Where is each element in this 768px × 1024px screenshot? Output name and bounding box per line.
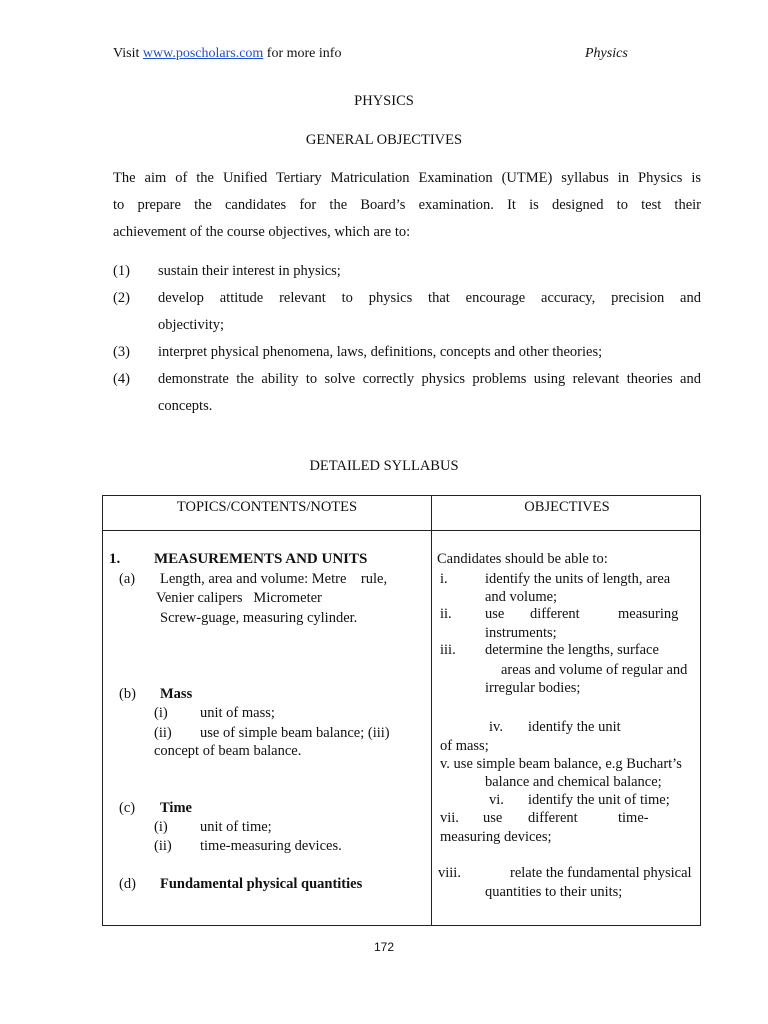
objective-number: (3) (113, 344, 130, 360)
subtopic-label: (c) (119, 800, 136, 816)
objective-num: iv. (489, 719, 503, 735)
list-text: concept of beam balance. (154, 743, 302, 759)
subtopic-label: (d) (119, 876, 136, 892)
objective-text: objectivity; (158, 317, 225, 333)
objective-line: measuring devices; (440, 829, 552, 845)
list-text: unit of time; (200, 819, 272, 835)
detailed-syllabus-heading: DETAILED SYLLABUS (309, 458, 459, 474)
objective-line: quantities to their units; (485, 884, 623, 900)
objective-word: different (530, 606, 580, 622)
topic-number: 1. (109, 551, 121, 567)
syllabus-table (102, 495, 701, 926)
page-title: PHYSICS (354, 93, 414, 109)
objective-line: relate the fundamental physical (510, 865, 692, 881)
objective-text: sustain their interest in physics; (158, 263, 341, 279)
objective-line: of mass; (440, 738, 489, 754)
objectives-cell (432, 531, 701, 926)
objective-line: irregular bodies; (485, 680, 581, 696)
header-visit-suffix: for more info (266, 46, 342, 61)
objective-num: i. (440, 571, 448, 587)
col-header-topics: TOPICS/CONTENTS/NOTES (103, 496, 432, 531)
objective-line: identify the units of length, area (485, 571, 671, 587)
objective-line: instruments; (485, 625, 557, 641)
subtopic-text: Length, area and volume: Metre rule, (160, 571, 388, 587)
objective-word: use (485, 606, 505, 622)
list-text: unit of mass; (200, 705, 275, 721)
page-number: 172 (373, 940, 395, 954)
col-header-objectives: OBJECTIVES (432, 496, 701, 531)
objective-line: and volume; (485, 589, 558, 605)
objective-line: areas and volume of regular and (501, 662, 688, 678)
list-number: (i) (154, 705, 168, 721)
objective-word: use (483, 810, 503, 826)
objective-num: iii. (440, 642, 456, 658)
list-number: (ii) (154, 838, 172, 854)
objective-text: concepts. (158, 398, 213, 414)
page-header (113, 46, 341, 62)
objective-word: different (528, 810, 578, 826)
header-visit-prefix: Visit (113, 46, 140, 61)
objective-num: ii. (440, 606, 452, 622)
list-text: time-measuring devices. (200, 838, 342, 854)
subtopic-title: Fundamental physical quantities (160, 876, 363, 892)
general-objectives-heading: GENERAL OBJECTIVES (305, 132, 463, 148)
objective-text: interpret physical phenomena, laws, definitions, concepts and other theories; (158, 344, 603, 360)
subtopic-label: (b) (119, 686, 136, 702)
topics-cell (103, 531, 432, 926)
intro-paragraph (113, 165, 701, 246)
subtopic-title: Time (160, 800, 192, 816)
objective-num: vii. (440, 810, 459, 826)
objective-number: (2) (113, 290, 130, 306)
intro-line: achievement of the course objectives, which are to: (113, 224, 411, 240)
objective-text: develop attitude relevant to physics that encourage accuracy, precision and (158, 290, 701, 306)
objectives-intro: Candidates should be able to: (437, 551, 608, 567)
objective-num: vi. (489, 792, 504, 808)
objective-line: v. use simple beam balance, e.g Buchart’s (440, 756, 682, 772)
objective-text: demonstrate the ability to solve correctly physics problems using relevant theories and (158, 371, 701, 387)
objective-line: balance and chemical balance; (485, 774, 662, 790)
intro-line: to prepare the candidates for the Board’s examination. It is designed to test their (113, 197, 701, 213)
objective-line: identify the unit of time; (528, 792, 670, 808)
list-number: (ii) (154, 725, 172, 741)
objective-word: time- (618, 810, 649, 826)
objective-word: measuring (618, 606, 679, 622)
objective-num: viii. (438, 865, 461, 881)
objective-line: determine the lengths, surface (485, 642, 659, 658)
intro-line: The aim of the Unified Tertiary Matriculation Examination (UTME) syllabus in Physics is (113, 170, 701, 186)
list-number: (i) (154, 819, 168, 835)
header-subject: Physics (585, 46, 628, 61)
subtopic-text: Screw-guage, measuring cylinder. (160, 610, 358, 626)
subtopic-title: Mass (160, 686, 193, 702)
topic-title: MEASUREMENTS AND UNITS (154, 551, 368, 567)
objective-number: (1) (113, 263, 130, 279)
objective-number: (4) (113, 371, 130, 387)
subtopic-label: (a) (119, 571, 136, 587)
objective-line: identify the unit (528, 719, 621, 735)
list-text: use of simple beam balance; (iii) (200, 725, 390, 741)
website-link[interactable]: www.poscholars.com (142, 46, 264, 61)
subtopic-text: Venier calipers Micrometer (156, 590, 322, 606)
